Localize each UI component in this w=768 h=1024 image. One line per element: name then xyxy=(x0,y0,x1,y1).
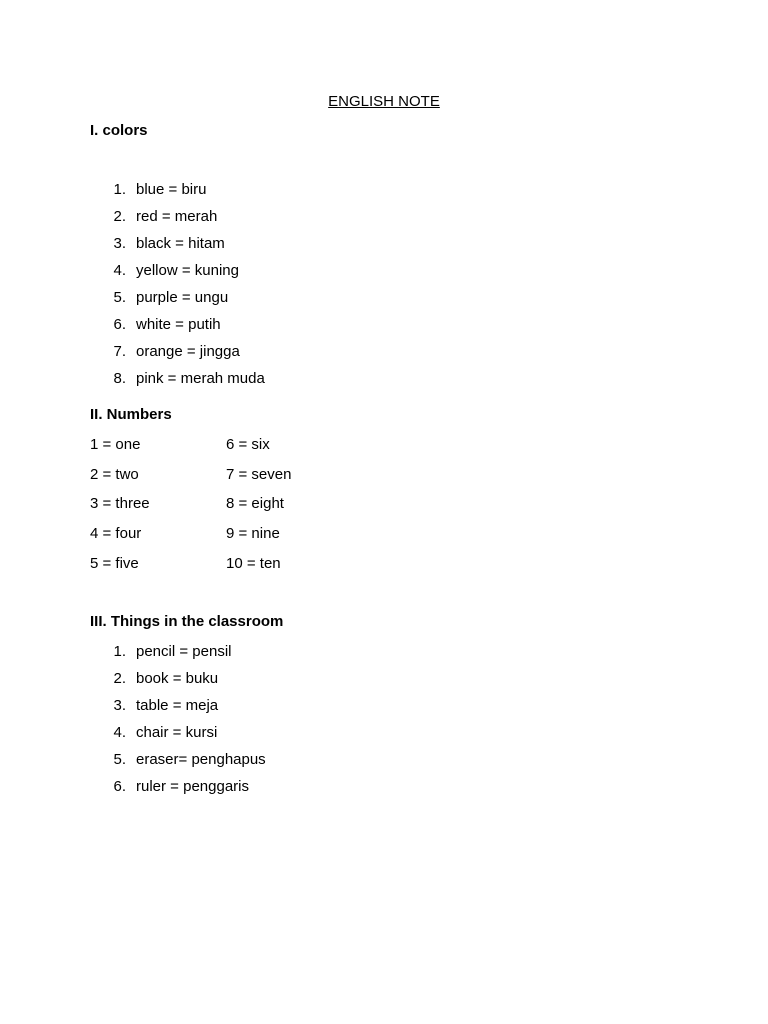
section-heading-numbers: II. Numbers xyxy=(90,406,172,423)
number-right-cell: 10 = ten xyxy=(226,554,281,572)
number-left-cell: 5 = five xyxy=(90,554,139,572)
list-number: 1. xyxy=(113,643,126,660)
list-text: orange = jingga xyxy=(136,343,240,360)
list-number: 6. xyxy=(113,778,126,795)
number-right-cell: 9 = nine xyxy=(226,525,280,543)
list-number: 6. xyxy=(113,316,126,333)
number-right-cell: 6 = six xyxy=(226,436,270,453)
number-left-cell: 3 = three xyxy=(90,495,150,513)
number-right-cell: 8 = eight xyxy=(226,495,284,513)
number-right-cell: 7 = seven xyxy=(226,465,292,483)
list-text: purple = ungu xyxy=(136,289,229,306)
section-heading-colors: I. colors xyxy=(90,122,148,139)
list-number: 4. xyxy=(113,262,126,279)
list-number: 4. xyxy=(113,724,126,741)
list-number: 7. xyxy=(113,343,126,360)
list-number: 8. xyxy=(113,370,126,387)
list-text: eraser= penghapus xyxy=(136,751,266,768)
list-number: 3. xyxy=(113,697,126,714)
list-number: 5. xyxy=(113,751,126,768)
list-number: 3. xyxy=(113,235,126,252)
list-text: pencil = pensil xyxy=(136,643,232,660)
list-number: 1. xyxy=(113,181,126,198)
list-number: 2. xyxy=(113,208,126,225)
section-heading-classroom: III. Things in the classroom xyxy=(90,613,284,630)
list-text: red = merah xyxy=(136,208,218,225)
number-left-cell: 4 = four xyxy=(90,525,142,543)
list-text: blue = biru xyxy=(136,181,207,198)
list-text: white = putih xyxy=(136,316,221,333)
list-text: book = buku xyxy=(136,670,219,687)
number-left-cell: 1 = one xyxy=(90,436,141,453)
list-text: black = hitam xyxy=(136,235,225,252)
list-text: table = meja xyxy=(136,697,219,714)
list-text: ruler = penggaris xyxy=(136,778,249,795)
list-text: pink = merah muda xyxy=(136,370,265,387)
list-number: 2. xyxy=(113,670,126,687)
list-text: chair = kursi xyxy=(136,724,218,741)
list-text: yellow = kuning xyxy=(136,262,239,279)
number-left-cell: 2 = two xyxy=(90,465,139,483)
page-title: ENGLISH NOTE xyxy=(328,93,440,110)
list-number: 5. xyxy=(113,289,126,306)
